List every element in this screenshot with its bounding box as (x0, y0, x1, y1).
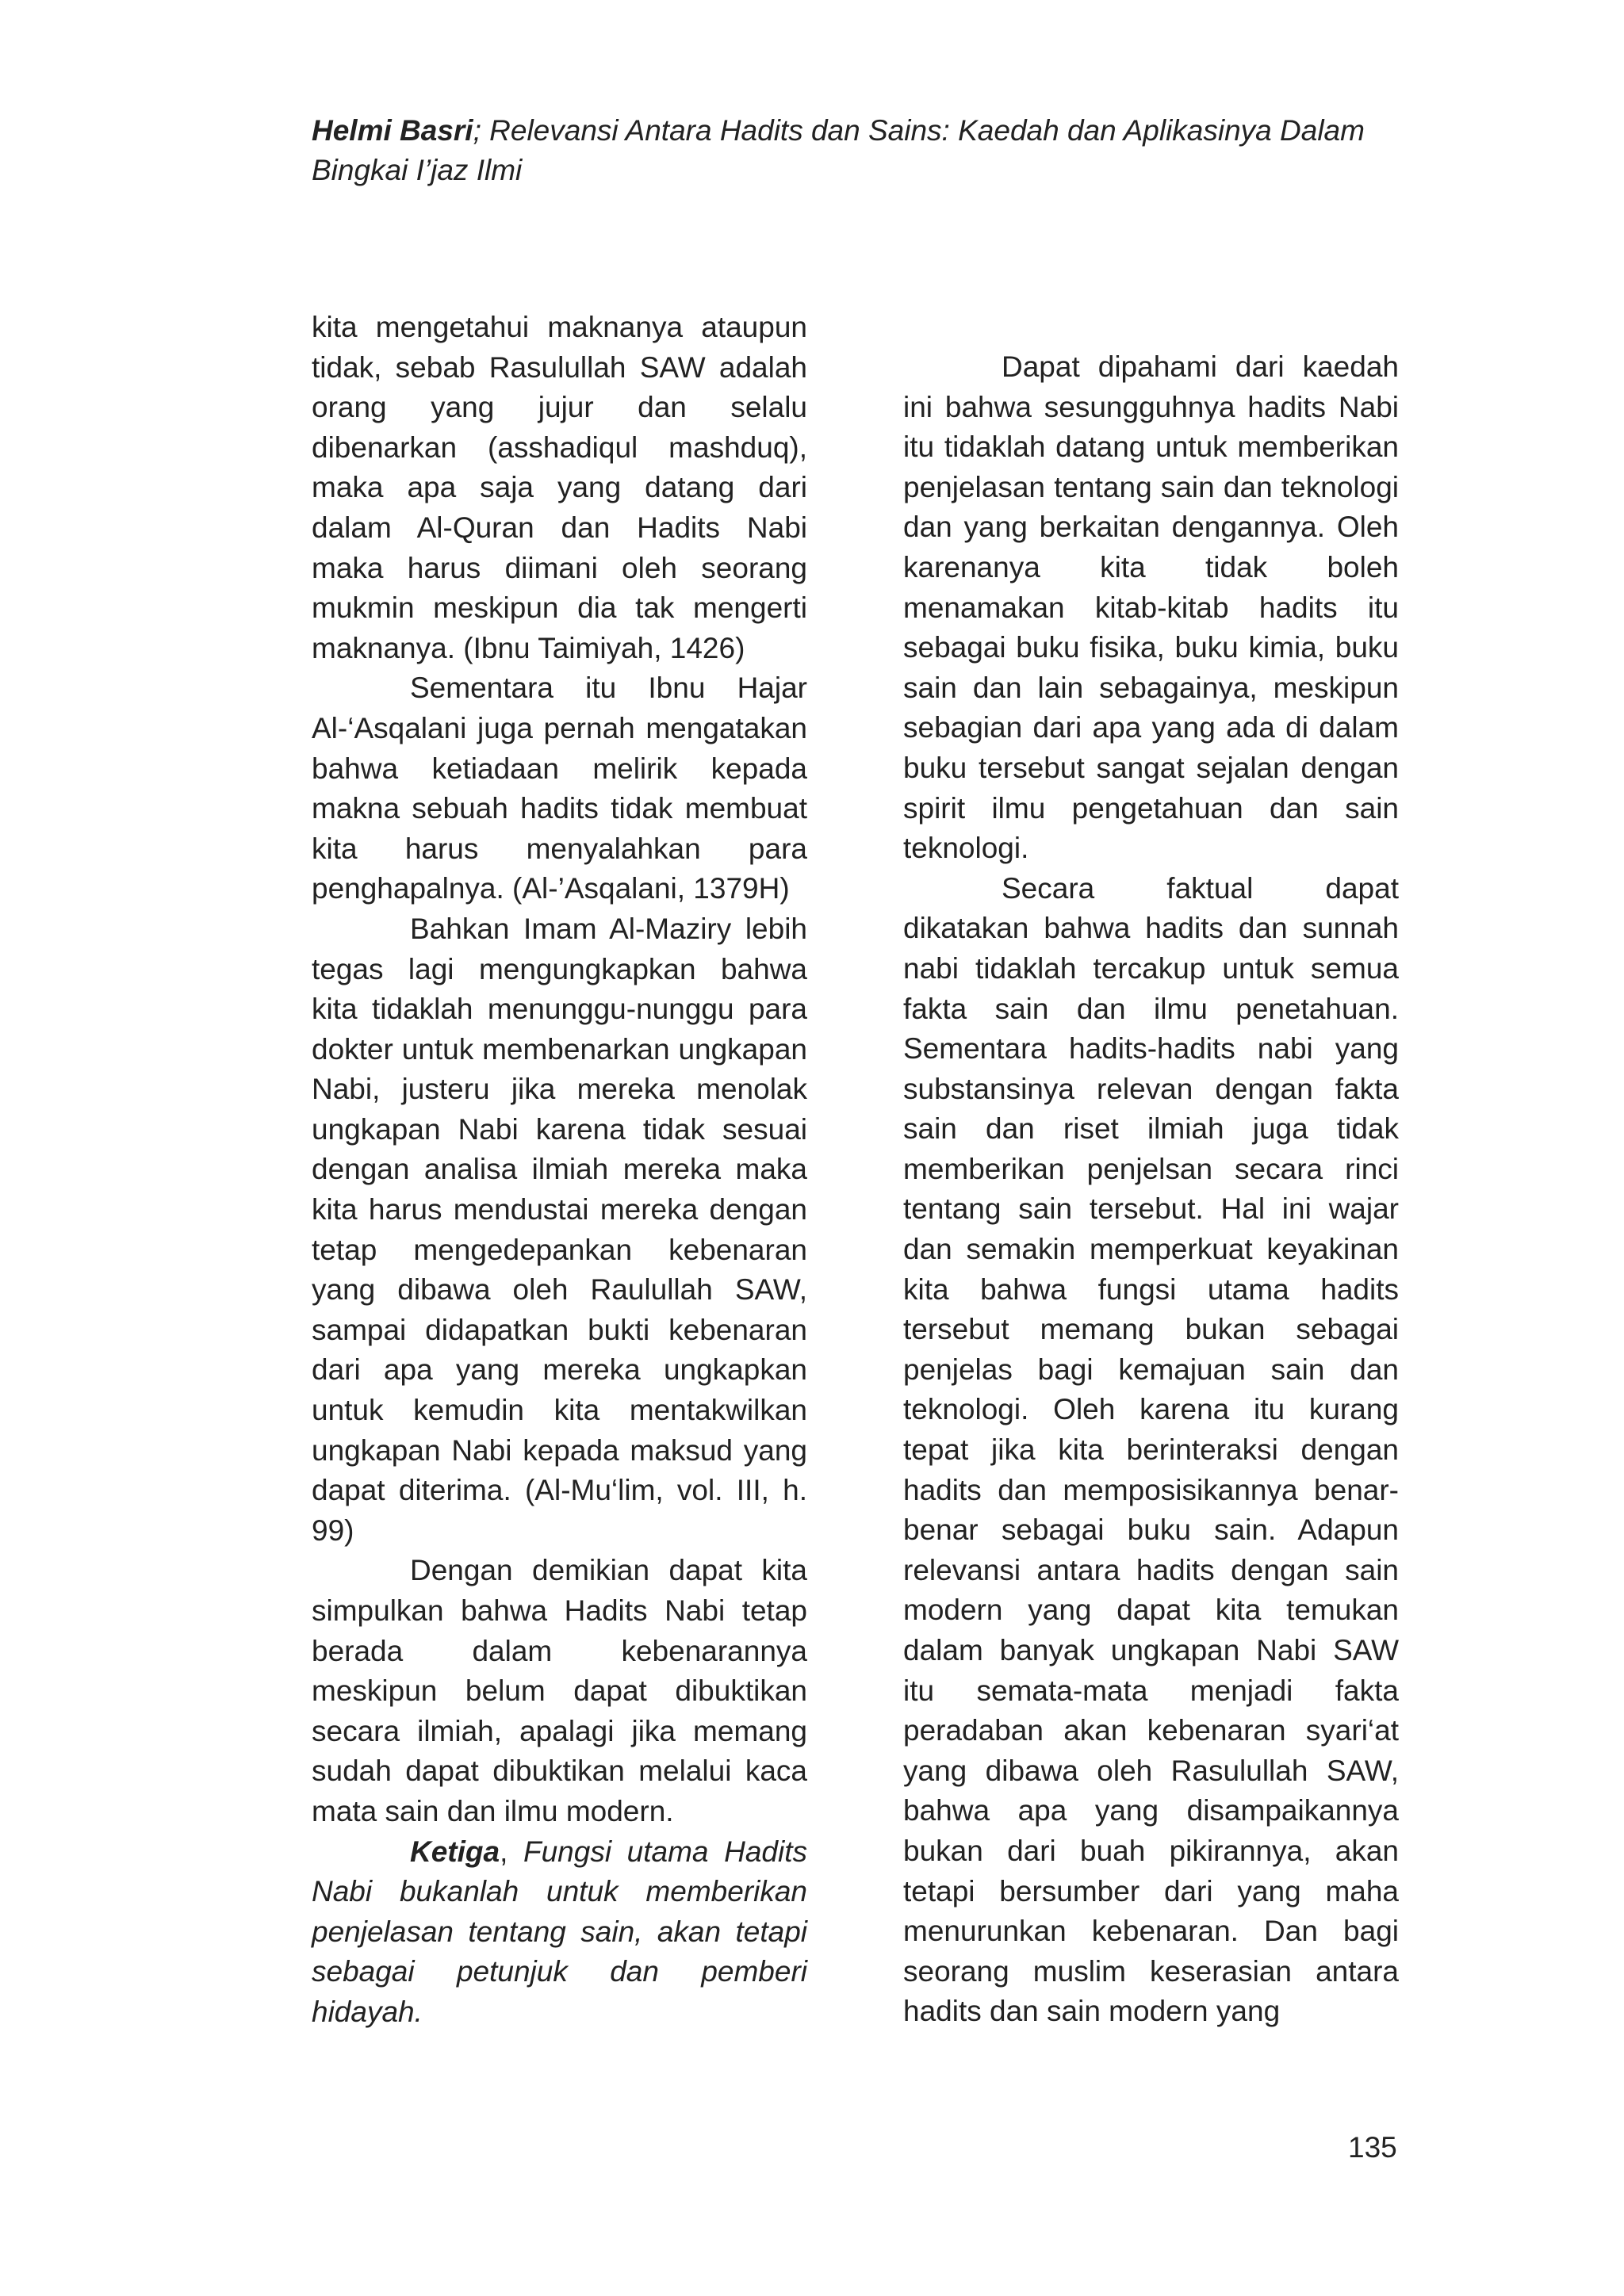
header-separator: ; (473, 114, 481, 147)
header-author: Helmi Basri (312, 114, 473, 147)
left-paragraph-1: kita mengetahui maknanya ataupun tidak, sebab Rasulullah SAW adalah orang yang jujur dan selalu dibenarkan (asshadiqul mashduq), maka apa saja yang datang dari dalam Al-Quran dan Hadits Nabi maka harus diimani oleh seorang mukmin meskipun dia tak mengerti maknanya. (Ibnu Taimiyah, 1426) (312, 311, 807, 664)
left-paragraph-3: Bahkan Imam Al-Maziry lebih tegas lagi mengungkapkan bahwa kita tidaklah menunggu-nunggu para dokter untuk membenarkan ungkapan Nabi, justeru jika mereka menolak ungkapan Nabi karena tidak sesuai dengan analisa ilmiah mereka maka kita harus mendustai mereka dengan tetap mengedepankan kebenaran yang dibawa oleh Raulullah SAW, sampai didapatkan bukti kebenaran dari apa yang mereka ungkapkan untuk kemudin kita mentakwilkan ungkapan Nabi kepada maksud yang dapat diterima. (Al-Mu‘lim, vol. III, h. 99) (312, 912, 807, 1547)
ketiga-comma: , (500, 1835, 508, 1868)
left-paragraph-5 (312, 1832, 807, 2033)
right-column (903, 347, 1399, 2032)
left-paragraph-2: Sementara itu Ibnu Hajar Al-‘Asqalani juga pernah mengatakan bahwa ketiadaan melirik kepada makna sebuah hadits tidak membuat kita harus menyalahkan para penghapalnya. (Al-’Asqalani, 1379H) (312, 672, 807, 905)
page-number: 135 (1348, 2131, 1397, 2164)
header-title: Relevansi Antara Hadits dan Sains: Kaedah dan Aplikasinya Dalam Bingkai I’jaz Ilmi (312, 114, 1365, 186)
right-paragraph-2: Secara faktual dapat dikatakan bahwa hadits dan sunnah nabi tidaklah tercakup untuk semua fakta sain dan ilmu penetahuan. Sementara hadits-hadits nabi yang substansinya relevan dengan fakta sain dan riset ilmiah juga tidak memberikan penjelsan secara rinci tentang sain tersebut. Hal ini wajar dan semakin memperkuat keyakinan kita bahwa fungsi utama hadits tersebut memang bukan sebagai penjelas bagi kemajuan sain dan teknologi. Oleh karena itu kurang tepat jika kita berinteraksi dengan hadits dan memposisikannya benar-benar sebagai buku sain. Adapun relevansi antara hadits dengan sain modern yang dapat kita temukan dalam banyak ungkapan Nabi SAW itu semata-mata menjadi fakta peradaban akan kebenaran syari‘at yang dibawa oleh Rasulullah SAW, bahwa apa yang disampaikannya bukan dari buah pikirannya, akan tetapi bersumber dari yang maha menurunkan kebenaran. Dan bagi seorang muslim keserasian antara hadits dan sain modern yang (903, 871, 1399, 2028)
right-paragraph-1: Dapat dipahami dari kaedah ini bahwa sesungguhnya hadits Nabi itu tidaklah datang untuk memberikan penjelasan tentang sain dan teknologi dan yang berkaitan dengannya. Oleh karenanya kita tidak boleh menamakan kitab-kitab hadits itu sebagai buku fisika, buku kimia, buku sain dan lain sebagainya, meskipun sebagian dari apa yang ada di dalam buku tersebut sangat sejalan dengan spirit ilmu pengetahuan dan sain teknologi. (903, 350, 1399, 865)
ketiga-label: Ketiga (410, 1835, 500, 1868)
left-column (312, 308, 807, 2033)
ketiga-statement: Fungsi utama Hadits Nabi bukanlah untuk memberikan penjelasan tentang sain, akan tetapi sebagai petunjuk dan pemberi hidayah. (312, 1835, 807, 2028)
left-paragraph-4: Dengan demikian dapat kita simpulkan bahwa Hadits Nabi tetap berada dalam kebenarannya meskipun belum dapat dibuktikan secara ilmiah, apalagi jika memang sudah dapat dibuktikan melalui kaca mata sain dan ilmu modern. (312, 1554, 807, 1827)
running-header (312, 111, 1398, 190)
